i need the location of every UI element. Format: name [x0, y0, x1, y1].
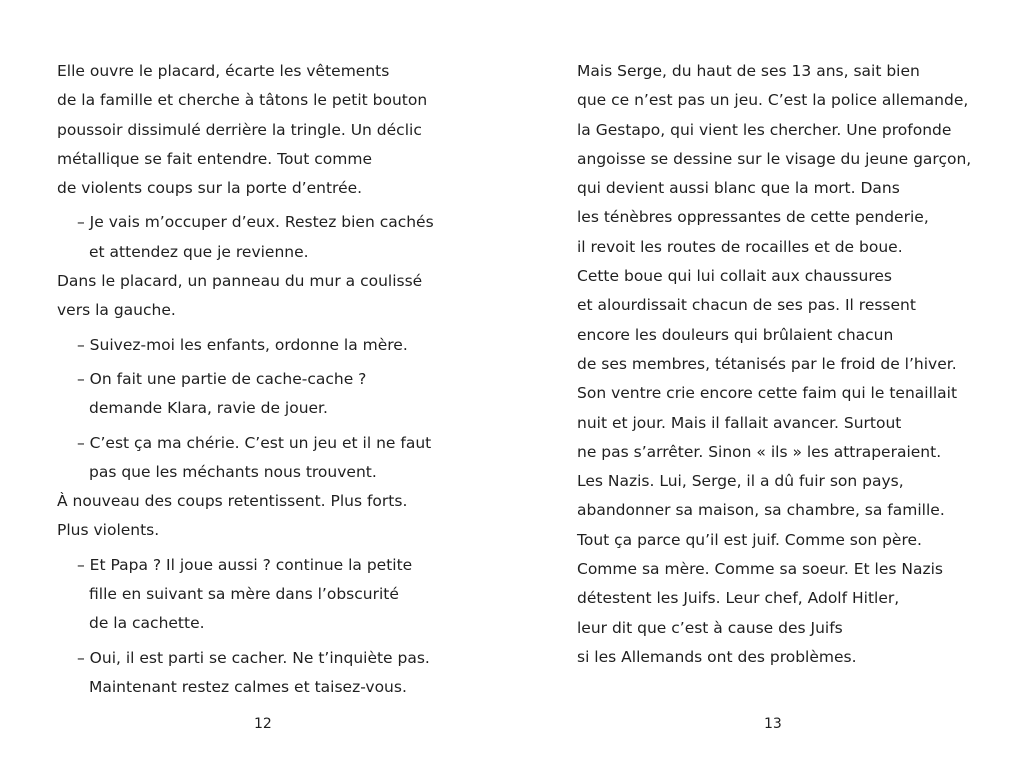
text-line: de la famille et cherche à tâtons le petit bouton — [57, 91, 428, 110]
text-line: angoisse se dessine sur le visage du jeune garçon, — [577, 149, 972, 168]
text-line: détestent les Juifs. Leur chef, Adolf Hitler, — [577, 589, 900, 608]
text-line: que ce n’est pas un jeu. C’est la police allemande, — [577, 91, 969, 110]
text-line: les ténèbres oppressantes de cette penderie, — [577, 208, 929, 227]
dialogue-continuation: et attendez que je revienne. — [89, 242, 309, 261]
page-number: 13 — [764, 716, 782, 732]
dialogue-continuation: demande Klara, ravie de jouer. — [89, 399, 328, 418]
dialogue-line: – Je vais m’occuper d’eux. Restez bien cachés — [77, 213, 434, 232]
text-line: vers la gauche. — [57, 301, 176, 320]
text-line: Son ventre crie encore cette faim qui le tenaillait — [577, 384, 958, 403]
dialogue-line: – Suivez-moi les enfants, ordonne la mère. — [77, 335, 408, 354]
right-page — [512, 0, 1024, 758]
text-line: Cette boue qui lui collait aux chaussures — [577, 267, 892, 286]
text-line: Plus violents. — [57, 521, 160, 540]
dialogue-line: – C’est ça ma chérie. C’est un jeu et il ne faut — [77, 433, 432, 452]
dialogue-line: – On fait une partie de cache-cache ? — [77, 369, 367, 388]
page-number: 12 — [254, 716, 272, 732]
text-line: Elle ouvre le placard, écarte les vêtements — [57, 62, 390, 80]
text-line: encore les douleurs qui brûlaient chacun — [577, 325, 894, 344]
text-line: Comme sa mère. Comme sa soeur. Et les Nazis — [577, 560, 943, 579]
left-page-text — [57, 57, 434, 702]
text-line: qui devient aussi blanc que la mort. Dans — [577, 179, 900, 198]
text-line: Mais Serge, du haut de ses 13 ans, sait bien — [577, 62, 920, 80]
text-line: ne pas s’arrêter. Sinon « ils » les attraperaient. — [577, 442, 942, 461]
dialogue-continuation: pas que les méchants nous trouvent. — [89, 462, 377, 481]
text-line: nuit et jour. Mais il fallait avancer. Surtout — [577, 413, 902, 432]
dialogue-line: – Oui, il est parti se cacher. Ne t’inquiète pas. — [77, 648, 430, 667]
text-line: de violents coups sur la porte d’entrée. — [57, 179, 363, 198]
text-line: Dans le placard, un panneau du mur a coulissé — [57, 272, 423, 291]
text-line: À nouveau des coups retentissent. Plus forts. — [57, 492, 408, 511]
text-line: leur dit que c’est à cause des Juifs — [577, 618, 843, 637]
text-line: poussoir dissimulé derrière la tringle. Un déclic — [57, 120, 422, 139]
text-line: abandonner sa maison, sa chambre, sa famille. — [577, 501, 945, 520]
text-line: Les Nazis. Lui, Serge, il a dû fuir son pays, — [577, 472, 904, 491]
text-line: de ses membres, tétanisés par le froid de l’hiver. — [577, 354, 957, 373]
text-line: Tout ça parce qu’il est juif. Comme son père. — [577, 530, 922, 549]
text-line: si les Allemands ont des problèmes. — [577, 647, 857, 666]
text-line: métallique se fait entendre. Tout comme — [57, 149, 373, 168]
dialogue-line: – Et Papa ? Il joue aussi ? continue la petite — [77, 555, 413, 574]
dialogue-continuation: de la cachette. — [89, 614, 205, 633]
dialogue-continuation: Maintenant restez calmes et taisez-vous. — [89, 677, 407, 696]
text-line: il revoit les routes de rocailles et de boue. — [577, 237, 903, 256]
text-line: et alourdissait chacun de ses pas. Il ressent — [577, 296, 916, 315]
text-line: la Gestapo, qui vient les chercher. Une profonde — [577, 120, 952, 139]
dialogue-continuation: fille en suivant sa mère dans l’obscurité — [89, 585, 399, 604]
right-page-text — [577, 57, 971, 672]
